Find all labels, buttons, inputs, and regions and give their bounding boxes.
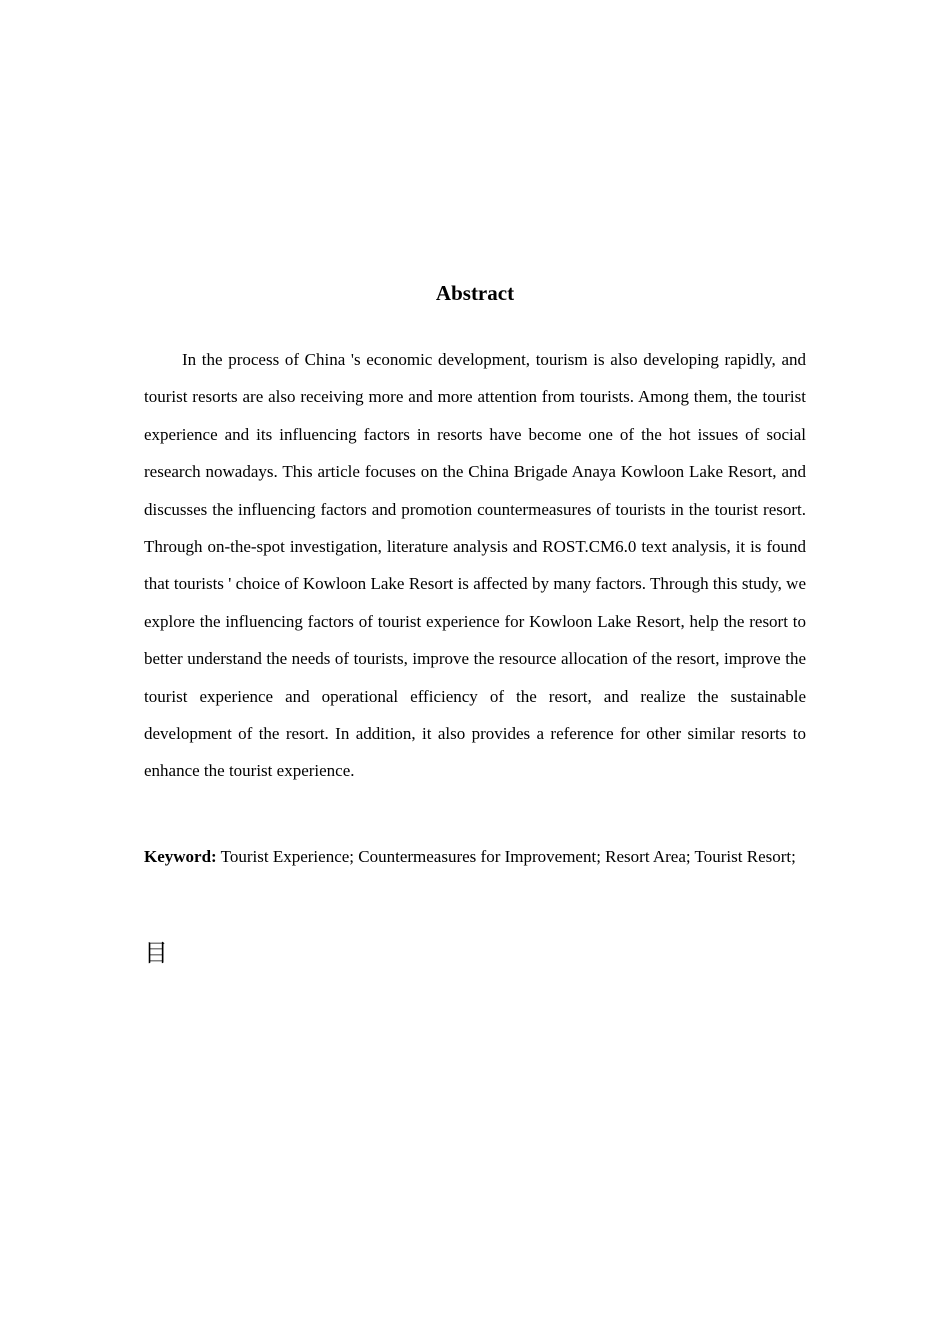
toc-heading-fragment: 目 bbox=[144, 939, 168, 967]
abstract-body: In the process of China 's economic development, tourism is also developing rapidly, and tourist resorts are also receiving more and more attention from tourists. Among them, the tourist experience and its influencing factors in resorts have become one of the hot issues of social research nowadays. This article focuses on the China Brigade Anaya Kowloon Lake Resort, and discusses the influencing factors and promotion countermeasures of tourists in the tourist resort. Through on-the-spot investigation, literature analysis and ROST.CM6.0 text analysis, it is found that tourists ' choice of Kowloon Lake Resort is affected by many factors. Through this study, we explore the influencing factors of tourist experience for Kowloon Lake Resort, help the resort to better understand the needs of tourists, improve the resource allocation of the resort, improve the tourist experience and operational efficiency of the resort, and realize the sustainable development of the resort. In addition, it also provides a reference for other similar resorts to enhance the tourist experience. bbox=[144, 350, 806, 781]
keyword-label: Keyword: bbox=[144, 847, 217, 866]
keywords-paragraph bbox=[144, 838, 806, 875]
abstract-title: Abstract bbox=[435, 281, 515, 305]
keyword-text: Tourist Experience; Countermeasures for Improvement; Resort Area; Tourist Resort; bbox=[220, 847, 796, 866]
